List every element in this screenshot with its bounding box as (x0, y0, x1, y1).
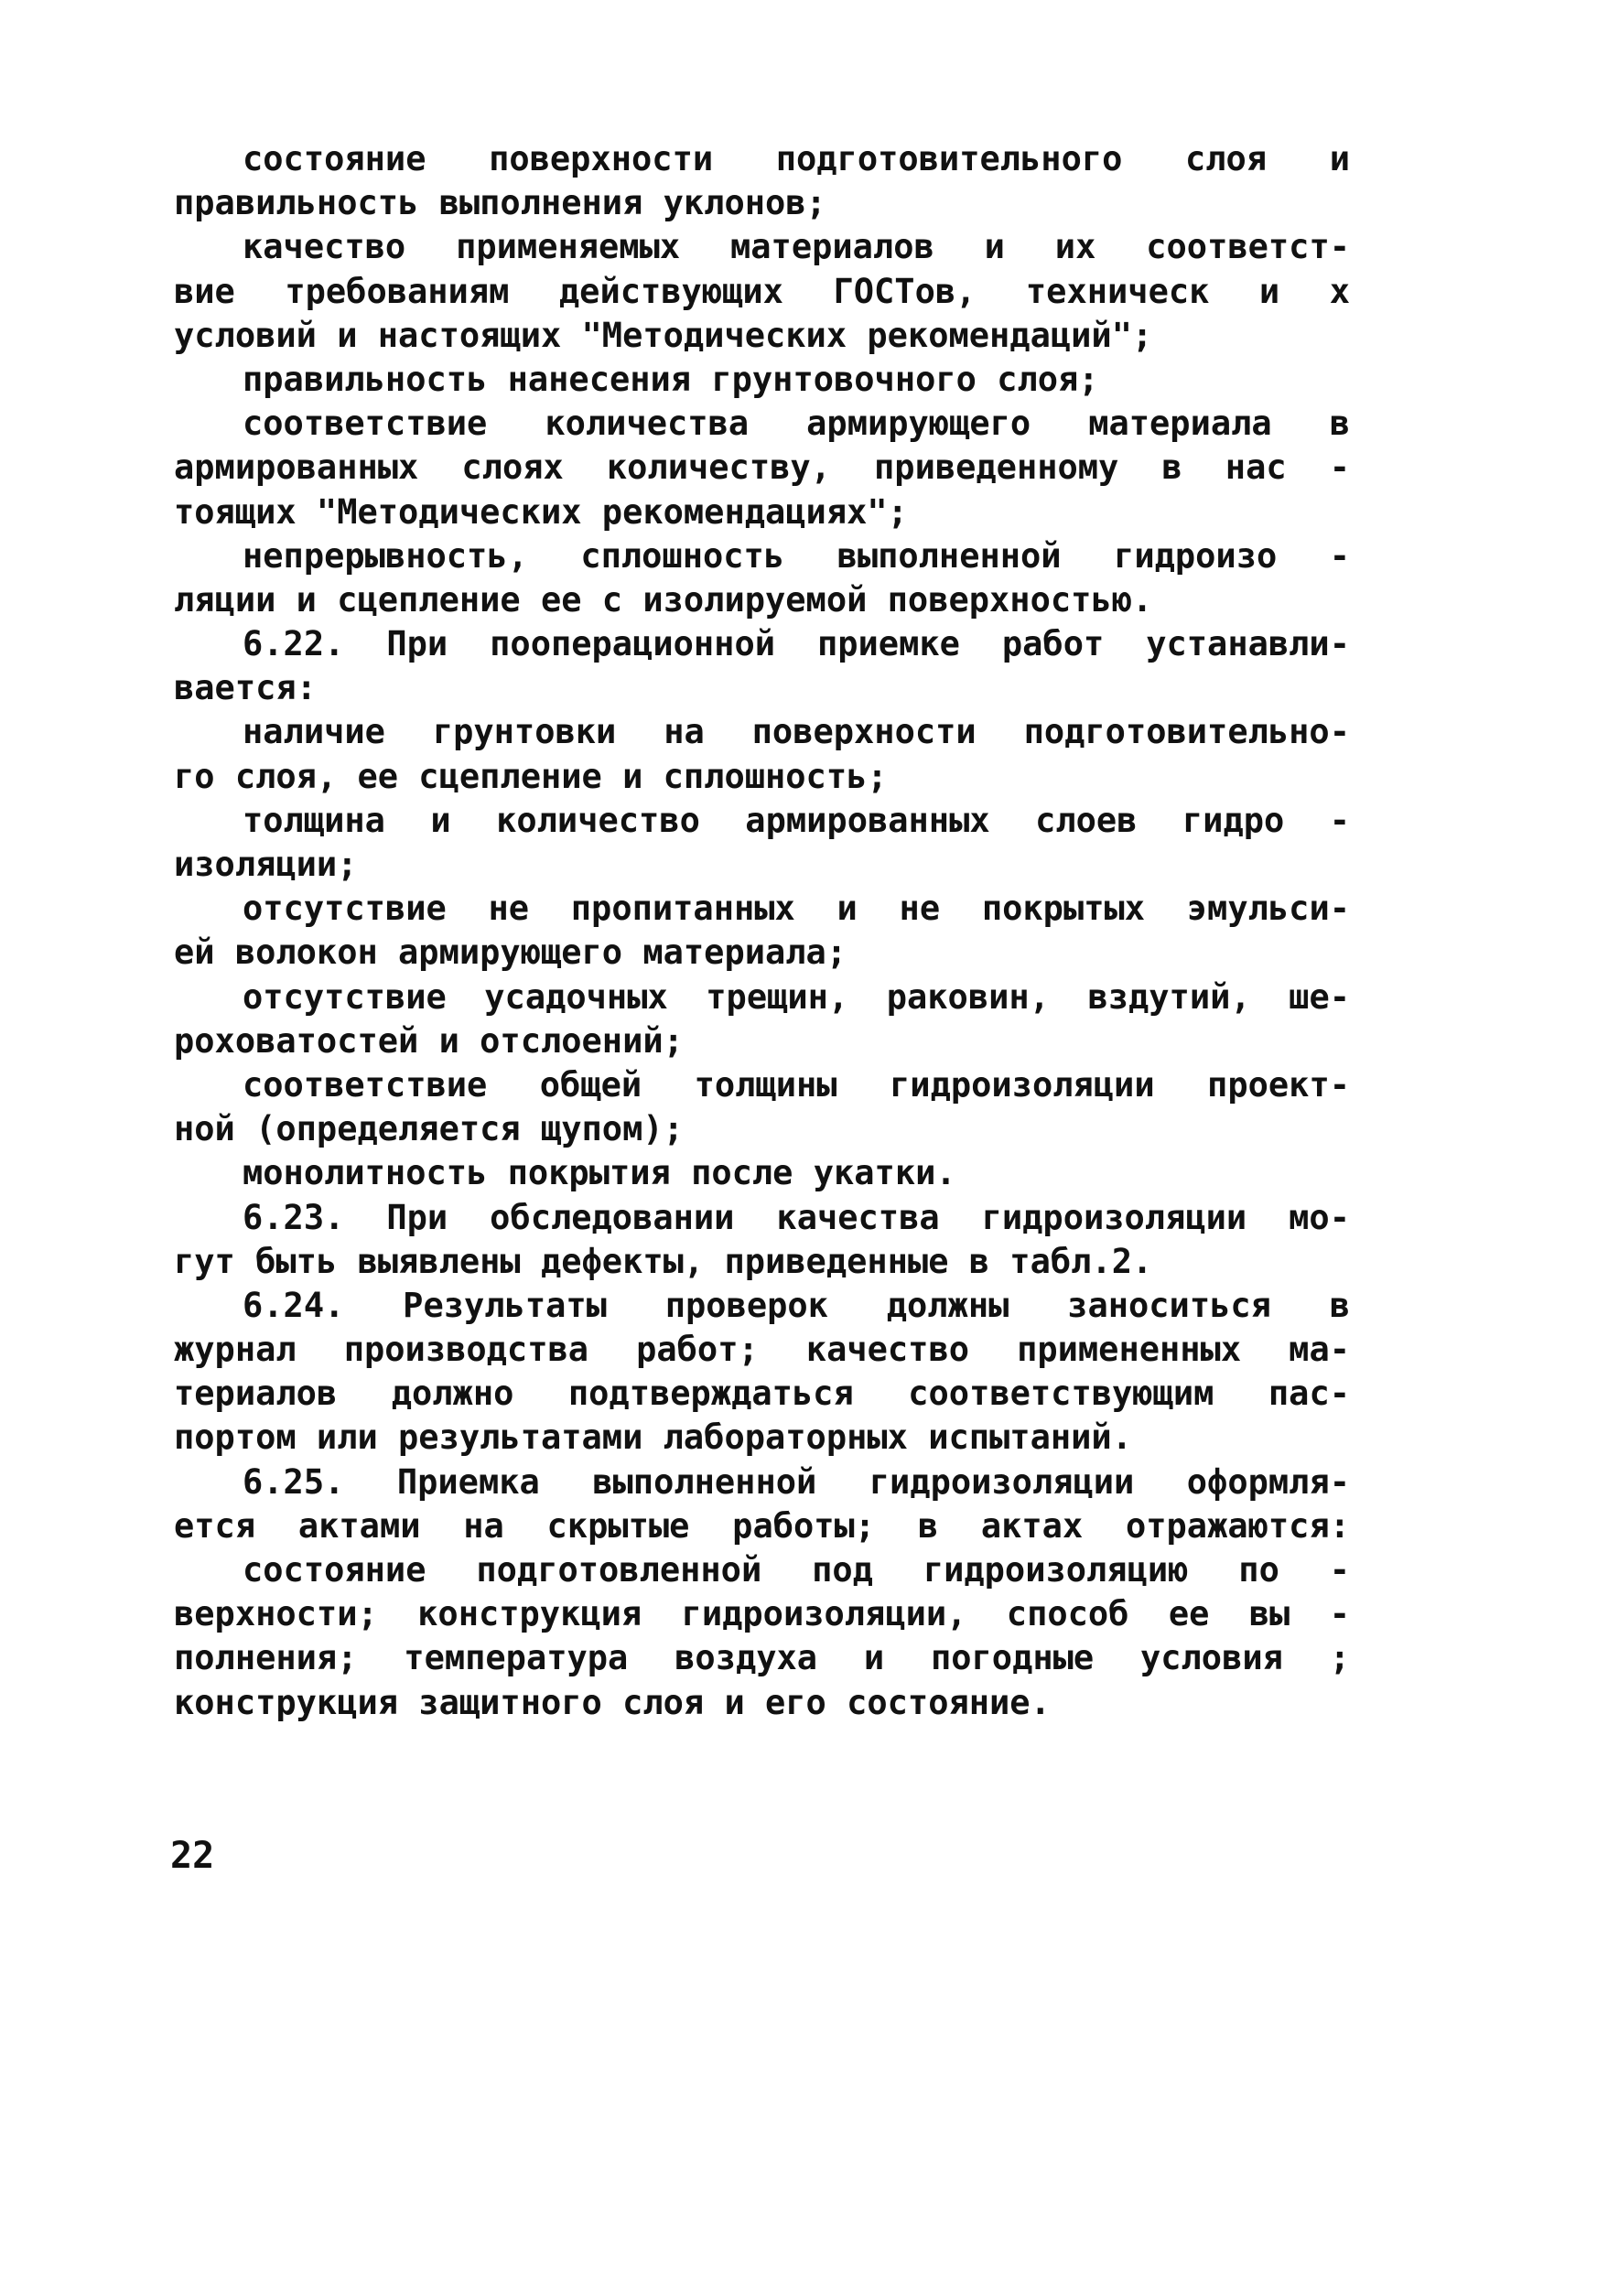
text-line: непрерывность, сплошность выполненной гидроизо - (243, 535, 1350, 576)
text-line: ляции и сцепление ее с изолируемой поверхностью. (174, 579, 1153, 620)
text-line: качество применяемых материалов и их соответст- (243, 227, 1350, 267)
section-6-23-line: 6.23. При обследовании качества гидроизоляции мо- (243, 1197, 1350, 1237)
text-line: отсутствие усадочных трещин, раковин, вздутий, ше- (243, 976, 1350, 1017)
text-line: портом или результатами лабораторных испытаний. (174, 1417, 1132, 1458)
body-text (174, 137, 1350, 1725)
text-line: ется актами на скрытые работы; в актах отражаются: (174, 1505, 1350, 1546)
page-number: 22 (170, 1835, 215, 1877)
text-line: армированных слоях количеству, приведенному в нас - (174, 447, 1350, 488)
text-line: журнал производства работ; качество примененных ма- (174, 1330, 1350, 1370)
section-6-24-line: 6.24. Результаты проверок должны заноситься в (243, 1285, 1350, 1325)
text-line: ей волокон армирующего материала; (174, 932, 847, 973)
text-line: вается: (174, 668, 317, 708)
text-line: толщина и количество армированных слоев гидро - (243, 800, 1350, 840)
text-line: териалов должно подтверждаться соответствующим пас- (174, 1374, 1350, 1414)
text-line: вие требованиям действующих ГОСТов, техническ и х (174, 271, 1350, 311)
text-line: правильность нанесения грунтовочного слоя; (243, 359, 1099, 399)
section-6-22-line: 6.22. При пооперационной приемке работ устанавли- (243, 624, 1350, 664)
text-line: ной (определяется щупом); (174, 1109, 684, 1149)
section-6-25-line: 6.25. Приемка выполненной гидроизоляции оформля- (243, 1461, 1350, 1502)
text-line: состояние подготовленной под гидроизоляцию по - (243, 1550, 1350, 1590)
text-line: го слоя, ее сцепление и сплошность; (174, 756, 888, 796)
text-line: гут быть выявлены дефекты, приведенные в табл.2. (174, 1241, 1153, 1281)
text-line: правильность выполнения уклонов; (174, 183, 826, 223)
text-line: соответствие количества армирующего материала в (243, 404, 1350, 444)
text-line: монолитность покрытия после укатки. (243, 1153, 956, 1193)
text-line: изоляции; (174, 845, 358, 884)
text-line: роховатостей и отслоений; (174, 1020, 684, 1061)
text-line: отсутствие не пропитанных и не покрытых эмульси- (243, 889, 1350, 929)
text-line: наличие грунтовки на поверхности подготовительно- (243, 712, 1350, 752)
text-line: полнения; температура воздуха и погодные условия ; (174, 1638, 1350, 1678)
text-line: условий и настоящих "Методических рекомендаций"; (174, 315, 1153, 355)
text-line: состояние поверхности подготовительного слоя и (243, 139, 1350, 178)
text-line: конструкция защитного слоя и его состояние. (174, 1682, 1051, 1722)
text-line: тоящих "Методических рекомендациях"; (174, 491, 908, 532)
text-line: соответствие общей толщины гидроизоляции проект- (243, 1064, 1350, 1105)
text-line: верхности; конструкция гидроизоляции, способ ее вы - (174, 1594, 1350, 1634)
